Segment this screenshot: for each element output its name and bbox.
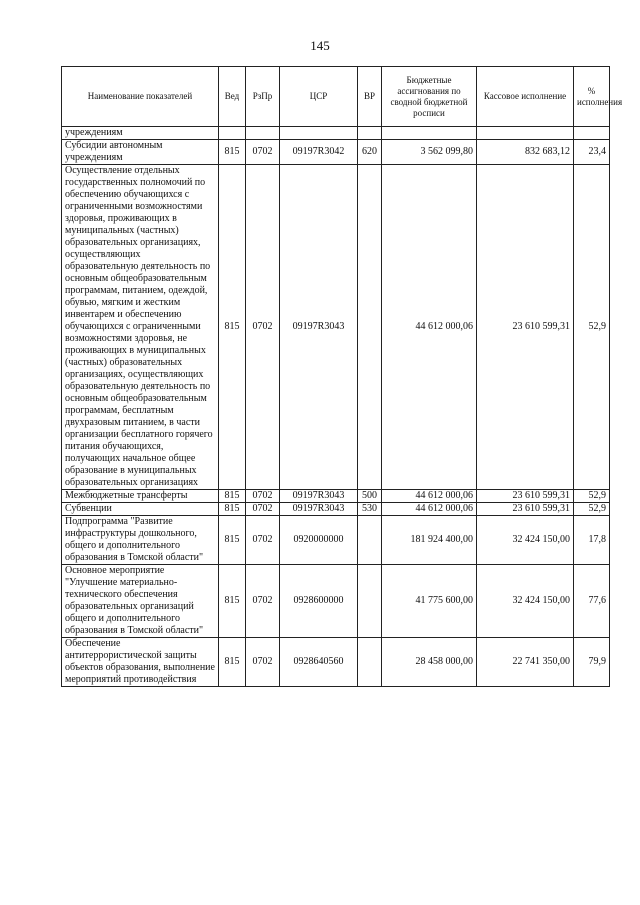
header-rzpr: РзПр (246, 67, 280, 127)
cell-vr: 500 (358, 490, 382, 503)
cell-budget: 41 775 600,00 (382, 565, 477, 638)
budget-table (61, 66, 623, 687)
table-row (62, 140, 610, 165)
cell-budget: 44 612 000,06 (382, 503, 477, 516)
cell-ved: 815 (219, 565, 246, 638)
cell-rzpr: 0702 (246, 490, 280, 503)
cell-csr: 0920000000 (280, 516, 358, 565)
table-row (62, 516, 610, 565)
cell-budget: 44 612 000,06 (382, 490, 477, 503)
cell-ved: 815 (219, 140, 246, 165)
cell-cash: 22 741 350,00 (477, 638, 574, 687)
table-row (62, 127, 610, 140)
cell-csr (280, 127, 358, 140)
cell-csr: 09197R3043 (280, 165, 358, 490)
table-row (62, 503, 610, 516)
cell-name: Межбюджетные трансферты (62, 490, 219, 503)
cell-name: учреждениям (62, 127, 219, 140)
cell-csr: 09197R3043 (280, 490, 358, 503)
cell-vr: 620 (358, 140, 382, 165)
cell-rzpr: 0702 (246, 638, 280, 687)
cell-vr (358, 165, 382, 490)
cell-cash: 23 610 599,31 (477, 165, 574, 490)
cell-cash: 32 424 150,00 (477, 565, 574, 638)
cell-percent: 52,9 (574, 165, 610, 490)
header-budget: Бюджетные ассигнования по сводной бюджетной росписи (382, 67, 477, 127)
header-csr: ЦСР (280, 67, 358, 127)
cell-ved: 815 (219, 516, 246, 565)
header-ved: Вед (219, 67, 246, 127)
header-name: Наименование показателей (62, 67, 219, 127)
cell-csr: 0928600000 (280, 565, 358, 638)
table-row (62, 638, 610, 687)
table-row (62, 165, 610, 490)
cell-name: Субвенции (62, 503, 219, 516)
cell-name: Субсидии автономным учреждениям (62, 140, 219, 165)
cell-name: Подпрограмма "Развитие инфраструктуры дошкольного, общего и дополнительного образования в Томской области" (62, 516, 219, 565)
cell-name: Основное мероприятие "Улучшение материально-технического обеспечения образовательных организаций общего и дополнительного образования в Томской области" (62, 565, 219, 638)
cell-csr: 09197R3043 (280, 503, 358, 516)
cell-budget: 181 924 400,00 (382, 516, 477, 565)
cell-csr: 09197R3042 (280, 140, 358, 165)
cell-ved: 815 (219, 503, 246, 516)
cell-name: Обеспечение антитеррористической защиты объектов образования, выполнение мероприятий противодействия (62, 638, 219, 687)
cell-cash: 832 683,12 (477, 140, 574, 165)
table-header-row (62, 67, 610, 127)
table-row (62, 490, 610, 503)
cell-percent (574, 127, 610, 140)
cell-budget: 3 562 099,80 (382, 140, 477, 165)
cell-ved: 815 (219, 638, 246, 687)
cell-ved (219, 127, 246, 140)
cell-cash: 23 610 599,31 (477, 490, 574, 503)
cell-budget: 28 458 000,00 (382, 638, 477, 687)
cell-percent: 79,9 (574, 638, 610, 687)
cell-budget (382, 127, 477, 140)
cell-rzpr: 0702 (246, 165, 280, 490)
cell-cash: 32 424 150,00 (477, 516, 574, 565)
cell-percent: 77,6 (574, 565, 610, 638)
cell-ved: 815 (219, 165, 246, 490)
cell-percent: 52,9 (574, 490, 610, 503)
cell-rzpr: 0702 (246, 516, 280, 565)
cell-rzpr: 0702 (246, 503, 280, 516)
cell-percent: 52,9 (574, 503, 610, 516)
page-number: 145 (310, 38, 330, 53)
cell-budget: 44 612 000,06 (382, 165, 477, 490)
cell-percent: 17,8 (574, 516, 610, 565)
cell-vr (358, 565, 382, 638)
cell-vr (358, 127, 382, 140)
header-vr: ВР (358, 67, 382, 127)
cell-cash (477, 127, 574, 140)
cell-cash: 23 610 599,31 (477, 503, 574, 516)
cell-vr: 530 (358, 503, 382, 516)
cell-csr: 0928640560 (280, 638, 358, 687)
cell-ved: 815 (219, 490, 246, 503)
table-row (62, 565, 610, 638)
cell-vr (358, 516, 382, 565)
cell-vr (358, 638, 382, 687)
header-percent: % исполнения (574, 67, 610, 127)
header-cash: Кассовое исполнение (477, 67, 574, 127)
cell-name: Осуществление отдельных государственных полномочий по обеспечению обучающихся с ограниченными возможностями здоровья, проживающих в муниципальных (частных) образовательных организациях, осуществляющих образовательную деятельность по основным общеобразовательным программам, питанием, одеждой, обувью, мягким и жестким инвентарем и обеспечению обучающихся с ограниченными возможностями здоровья, не проживающих в муниципальных (частных) образовательных организациях, осуществляющих образовательную деятельность по основным общеобразовательным программам, бесплатным двухразовым питанием, в части организации бесплатного горячего питания обучающихся, получающих начальное общее образование в муниципальных образовательных организациях (62, 165, 219, 490)
cell-percent: 23,4 (574, 140, 610, 165)
cell-rzpr (246, 127, 280, 140)
cell-rzpr: 0702 (246, 565, 280, 638)
cell-rzpr: 0702 (246, 140, 280, 165)
